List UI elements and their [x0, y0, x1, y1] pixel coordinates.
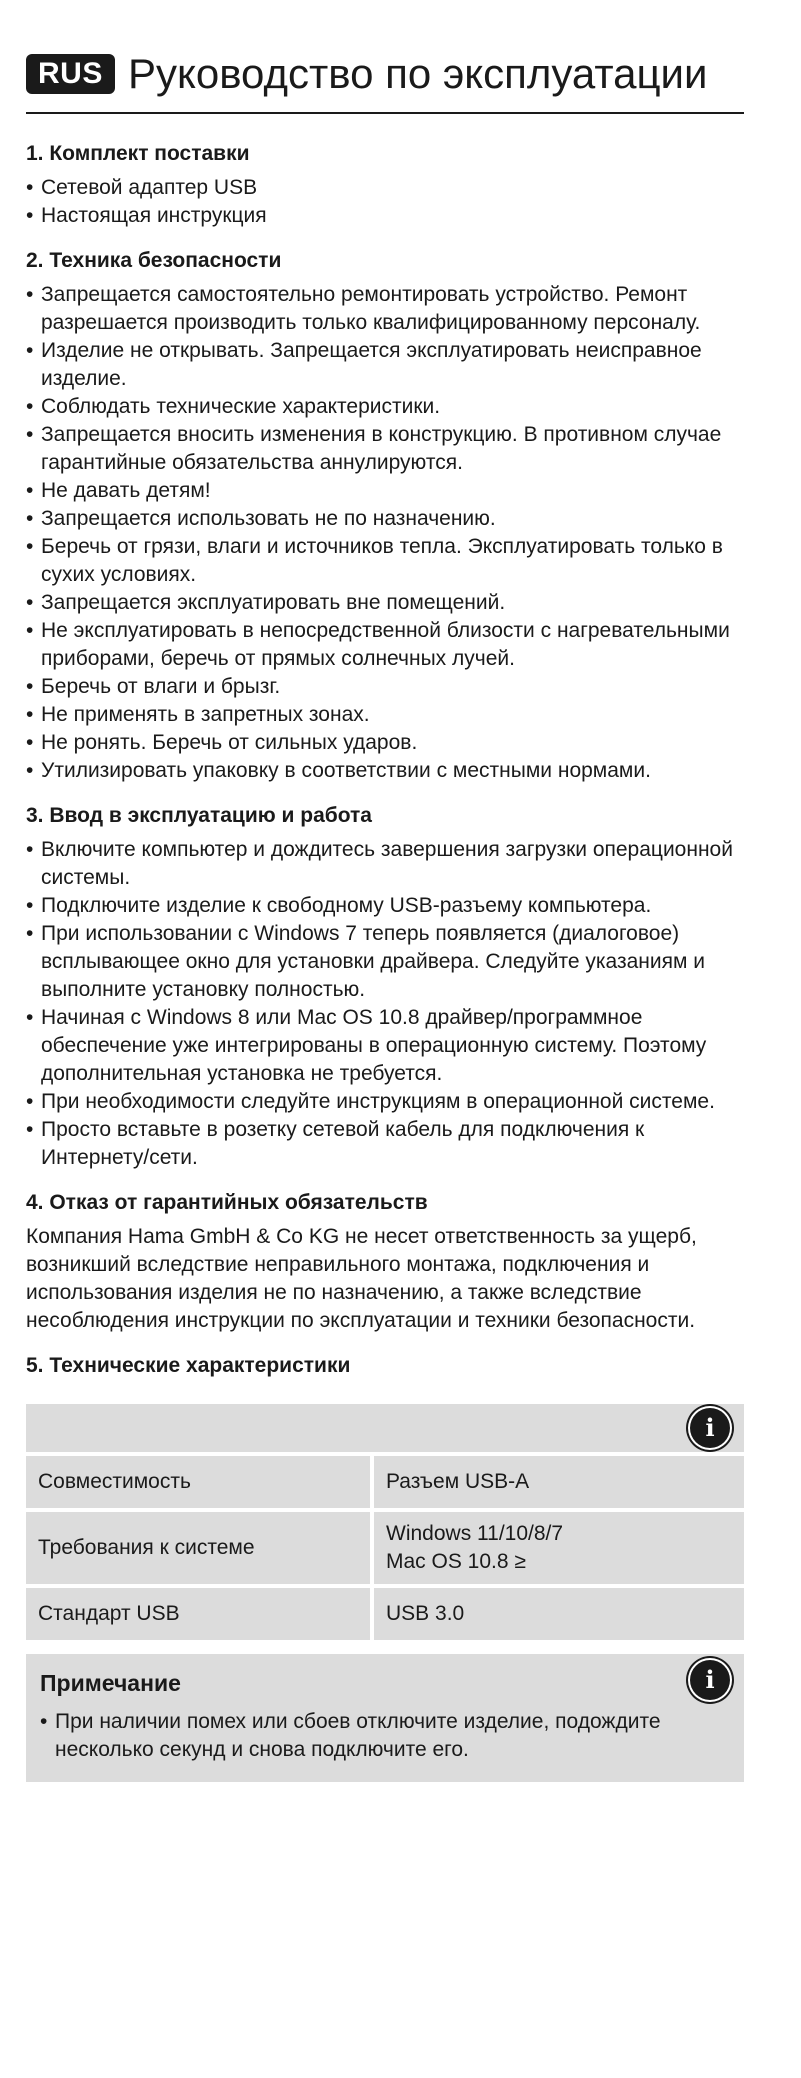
list-item: • При необходимости следуйте инструкциям в операционной системе.: [26, 1088, 744, 1116]
note-title: Примечание: [40, 1670, 181, 1696]
note-list: [40, 1708, 730, 1764]
list-item: • Не давать детям!: [26, 477, 744, 505]
warranty-text: Компания Hama GmbH & Co KG не несет ответственность за ущерб, возникший вследствие неправильного монтажа, подключения и использования изделия не по назначению, а также вследствие несоблюдения инструкции по эксплуатации и техники безопасности.: [26, 1225, 697, 1332]
spec-key: Стандарт USB: [26, 1588, 370, 1640]
spec-key: Совместимость: [26, 1456, 370, 1508]
section-safety: [26, 247, 744, 785]
info-icon: i: [690, 1660, 730, 1700]
contents-list: [26, 174, 744, 230]
list-item: • Настоящая инструкция: [26, 202, 744, 230]
section-operation: [26, 802, 744, 1172]
info-icon: i: [690, 1408, 730, 1448]
manual-body: [26, 140, 744, 1782]
list-item: • Не ронять. Беречь от сильных ударов.: [26, 729, 744, 757]
section-contents: [26, 140, 744, 230]
spec-key: Требования к системе: [26, 1512, 370, 1584]
page-title: Руководство по эксплуатации: [128, 50, 708, 97]
spec-value-line: USB 3.0: [386, 1602, 465, 1625]
section-heading: 5. Технические характеристики: [26, 1354, 351, 1377]
page-header: [26, 50, 744, 114]
operation-list: [26, 836, 744, 1172]
section-warranty: [26, 1189, 744, 1335]
list-item: • Просто вставьте в розетку сетевой кабель для подключения к Интернету/сети.: [26, 1116, 744, 1172]
list-item: • Беречь от влаги и брызг.: [26, 673, 744, 701]
list-item: • Запрещается вносить изменения в конструкцию. В противном случае гарантийные обязательства аннулируются.: [26, 421, 744, 477]
table-row: [26, 1512, 744, 1584]
section-heading: 3. Ввод в эксплуатацию и работа: [26, 804, 372, 827]
language-badge: RUS: [26, 54, 115, 94]
list-item: • Запрещается эксплуатировать вне помещений.: [26, 589, 744, 617]
safety-list: [26, 281, 744, 785]
note-box: [26, 1654, 744, 1782]
list-item: • Утилизировать упаковку в соответствии с местными нормами.: [26, 757, 744, 785]
list-item: • Сетевой адаптер USB: [26, 174, 744, 202]
section-specs: [26, 1352, 744, 1380]
table-row: [26, 1588, 744, 1640]
section-heading: 1. Комплект поставки: [26, 142, 250, 165]
list-item: • Изделие не открывать. Запрещается эксплуатировать неисправное изделие.: [26, 337, 744, 393]
list-item: • При использовании с Windows 7 теперь появляется (диалоговое) всплывающее окно для установки драйвера. Следуйте указаниям и выполните установку полностью.: [26, 920, 744, 1004]
spec-value-line: Mac OS 10.8 ≥: [386, 1550, 526, 1573]
section-heading: 4. Отказ от гарантийных обязательств: [26, 1191, 428, 1214]
spec-value: [374, 1456, 744, 1508]
section-heading: 2. Техника безопасности: [26, 249, 282, 272]
spec-value-line: Разъем USB-A: [386, 1470, 530, 1493]
spec-table: [26, 1404, 744, 1640]
list-item: • Включите компьютер и дождитесь завершения загрузки операционной системы.: [26, 836, 744, 892]
spec-value-line: Windows 11/10/8/7: [386, 1522, 564, 1545]
table-row: [26, 1456, 744, 1508]
list-item: • Соблюдать технические характеристики.: [26, 393, 744, 421]
list-item: • Запрещается самостоятельно ремонтировать устройство. Ремонт разрешается производить только квалифицированному персоналу.: [26, 281, 744, 337]
spec-value: [374, 1512, 744, 1584]
spec-table-header: [26, 1404, 744, 1452]
spec-value: [374, 1588, 744, 1640]
list-item: • Подключите изделие к свободному USB-разъему компьютера.: [26, 892, 744, 920]
list-item: • Не применять в запретных зонах.: [26, 701, 744, 729]
list-item: • Не эксплуатировать в непосредственной близости с нагревательными приборами, беречь от прямых солнечных лучей.: [26, 617, 744, 673]
list-item: • Начиная с Windows 8 или Mac OS 10.8 драйвер/программное обеспечение уже интегрированы в операционную систему. Поэтому дополнительная установка не требуется.: [26, 1004, 744, 1088]
list-item: • Беречь от грязи, влаги и источников тепла. Эксплуатировать только в сухих условиях.: [26, 533, 744, 589]
list-item: • При наличии помех или сбоев отключите изделие, подождите несколько секунд и снова подключите его.: [40, 1708, 730, 1764]
list-item: • Запрещается использовать не по назначению.: [26, 505, 744, 533]
